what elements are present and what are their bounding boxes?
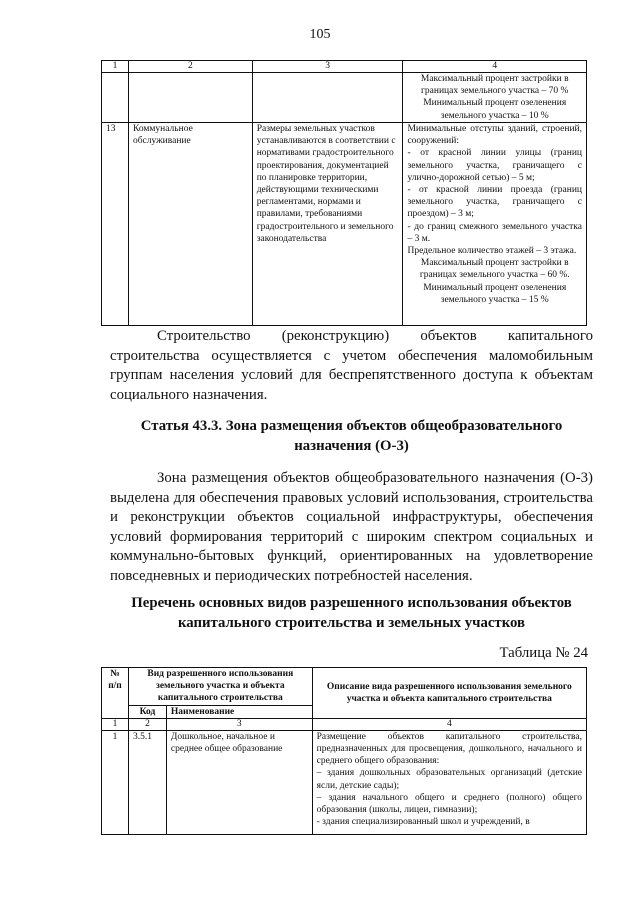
- table-row: [102, 123, 587, 326]
- zone-description-paragraph: [110, 469, 593, 587]
- column-number: 4: [312, 718, 586, 730]
- paragraph-text: Зона размещения объектов общеобразовательного назначения (О-3) выделена для обеспечения правовых условий использования, строительства и реконструкции объектов социальной инфраструктуры, обеспечения условий формирования территорий с широким спектром социальных и коммунально-бытовых функций, ориентированных на удовлетворение повседневных и периодических потребностей населения.: [110, 470, 593, 584]
- use-name: Дошкольное, начальное и среднее общее образование: [166, 730, 312, 834]
- table-column-numbers: [102, 718, 587, 730]
- column-number: 1: [102, 61, 129, 73]
- description-text: Размещение объектов капитального строительства, предназначенных для просвещения, дошкольного, начального и среднего общего образования:: [316, 731, 582, 767]
- parameter-text: Максимальный процент застройки в границах земельного участка – 70 %: [420, 74, 569, 97]
- column-number: 4: [403, 61, 587, 73]
- table-header-row: [102, 668, 587, 706]
- parameter-text: - от красной линии улицы (границ земельного участка, граничащего с улично-дорожной сетью) – 5 м;: [407, 148, 582, 183]
- table-label: Таблица № 24: [499, 645, 588, 661]
- parameter-text: Минимальный процент озеленения земельного участка – 15 %: [423, 282, 567, 305]
- column-number: 1: [102, 718, 129, 730]
- page-number: 105: [309, 27, 331, 42]
- column-number: 2: [128, 718, 166, 730]
- row-number: 1: [102, 730, 129, 834]
- header-code: Код: [128, 705, 166, 718]
- row-number: 13: [102, 123, 129, 326]
- zoning-table-continued: [101, 60, 587, 326]
- plot-size-rule: Размеры земельных участков устанавливаются в соответствии с нормативами градостроительного проектирования, документацией по планировке территории, действующими техническими регламентами, нормами и правилами, требованиями градостроительного и земельного законодательства: [252, 123, 403, 326]
- description-text: – здания начального общего и среднего (полного) общего образования (школы, лицеи, гимназии);: [316, 792, 582, 816]
- column-number: 2: [128, 61, 252, 73]
- parameter-text: Максимальный процент застройки в границах земельного участка – 60 %.: [419, 258, 570, 281]
- description-text: - здания специализированный школ и учреждений, в: [316, 817, 530, 828]
- permitted-uses-heading: Перечень основных видов разрешенного использования объектов капитального строительства и земельных участков: [131, 595, 572, 631]
- article-title: Статья 43.3. Зона размещения объектов общеобразовательного назначения (О-3): [140, 418, 563, 454]
- description-text: – здания дошкольных образовательных организаций (детские ясли, детские сады);: [316, 768, 582, 791]
- use-code: 3.5.1: [128, 730, 166, 834]
- header-use-kind: Вид разрешенного использования земельного участка и объекта капитального строительства: [128, 668, 312, 706]
- column-number: 3: [252, 61, 403, 73]
- parameter-text: - от красной линии проезда (границ земельного участка, граничащего с проездом) – 3 м;: [407, 185, 582, 220]
- header-number: № п/п: [102, 668, 129, 719]
- parameters-cell: [403, 123, 587, 326]
- permitted-uses-table: [101, 667, 587, 835]
- parameter-text: Предельное количество этажей – 3 этажа.: [407, 246, 577, 257]
- parameter-text: Минимальный процент озеленения земельного участка – 10 %: [423, 98, 567, 121]
- parameter-text: - до границ смежного земельного участка – 3 м.: [407, 221, 582, 244]
- table-column-numbers: [102, 61, 587, 73]
- header-name: Наименование: [166, 705, 312, 718]
- column-number: 3: [166, 718, 312, 730]
- parameters-cell: [403, 73, 587, 123]
- use-name: Коммунальное обслуживание: [128, 123, 252, 326]
- paragraph-text: Строительство (реконструкцию) объектов капитального строительства осуществляется с учетом обеспечения маломобильным группам населения условий для беспрепятственного доступа к объектам социального назначения.: [110, 328, 593, 403]
- parameter-text: Минимальные отступы зданий, строений, сооружений:: [407, 124, 582, 147]
- table-row: [102, 730, 587, 834]
- table-row: [102, 73, 587, 123]
- use-description: [312, 730, 586, 834]
- header-description: Описание вида разрешенного использования земельного участка и объекта капитального строительства: [312, 668, 586, 719]
- accessibility-paragraph: [110, 327, 593, 405]
